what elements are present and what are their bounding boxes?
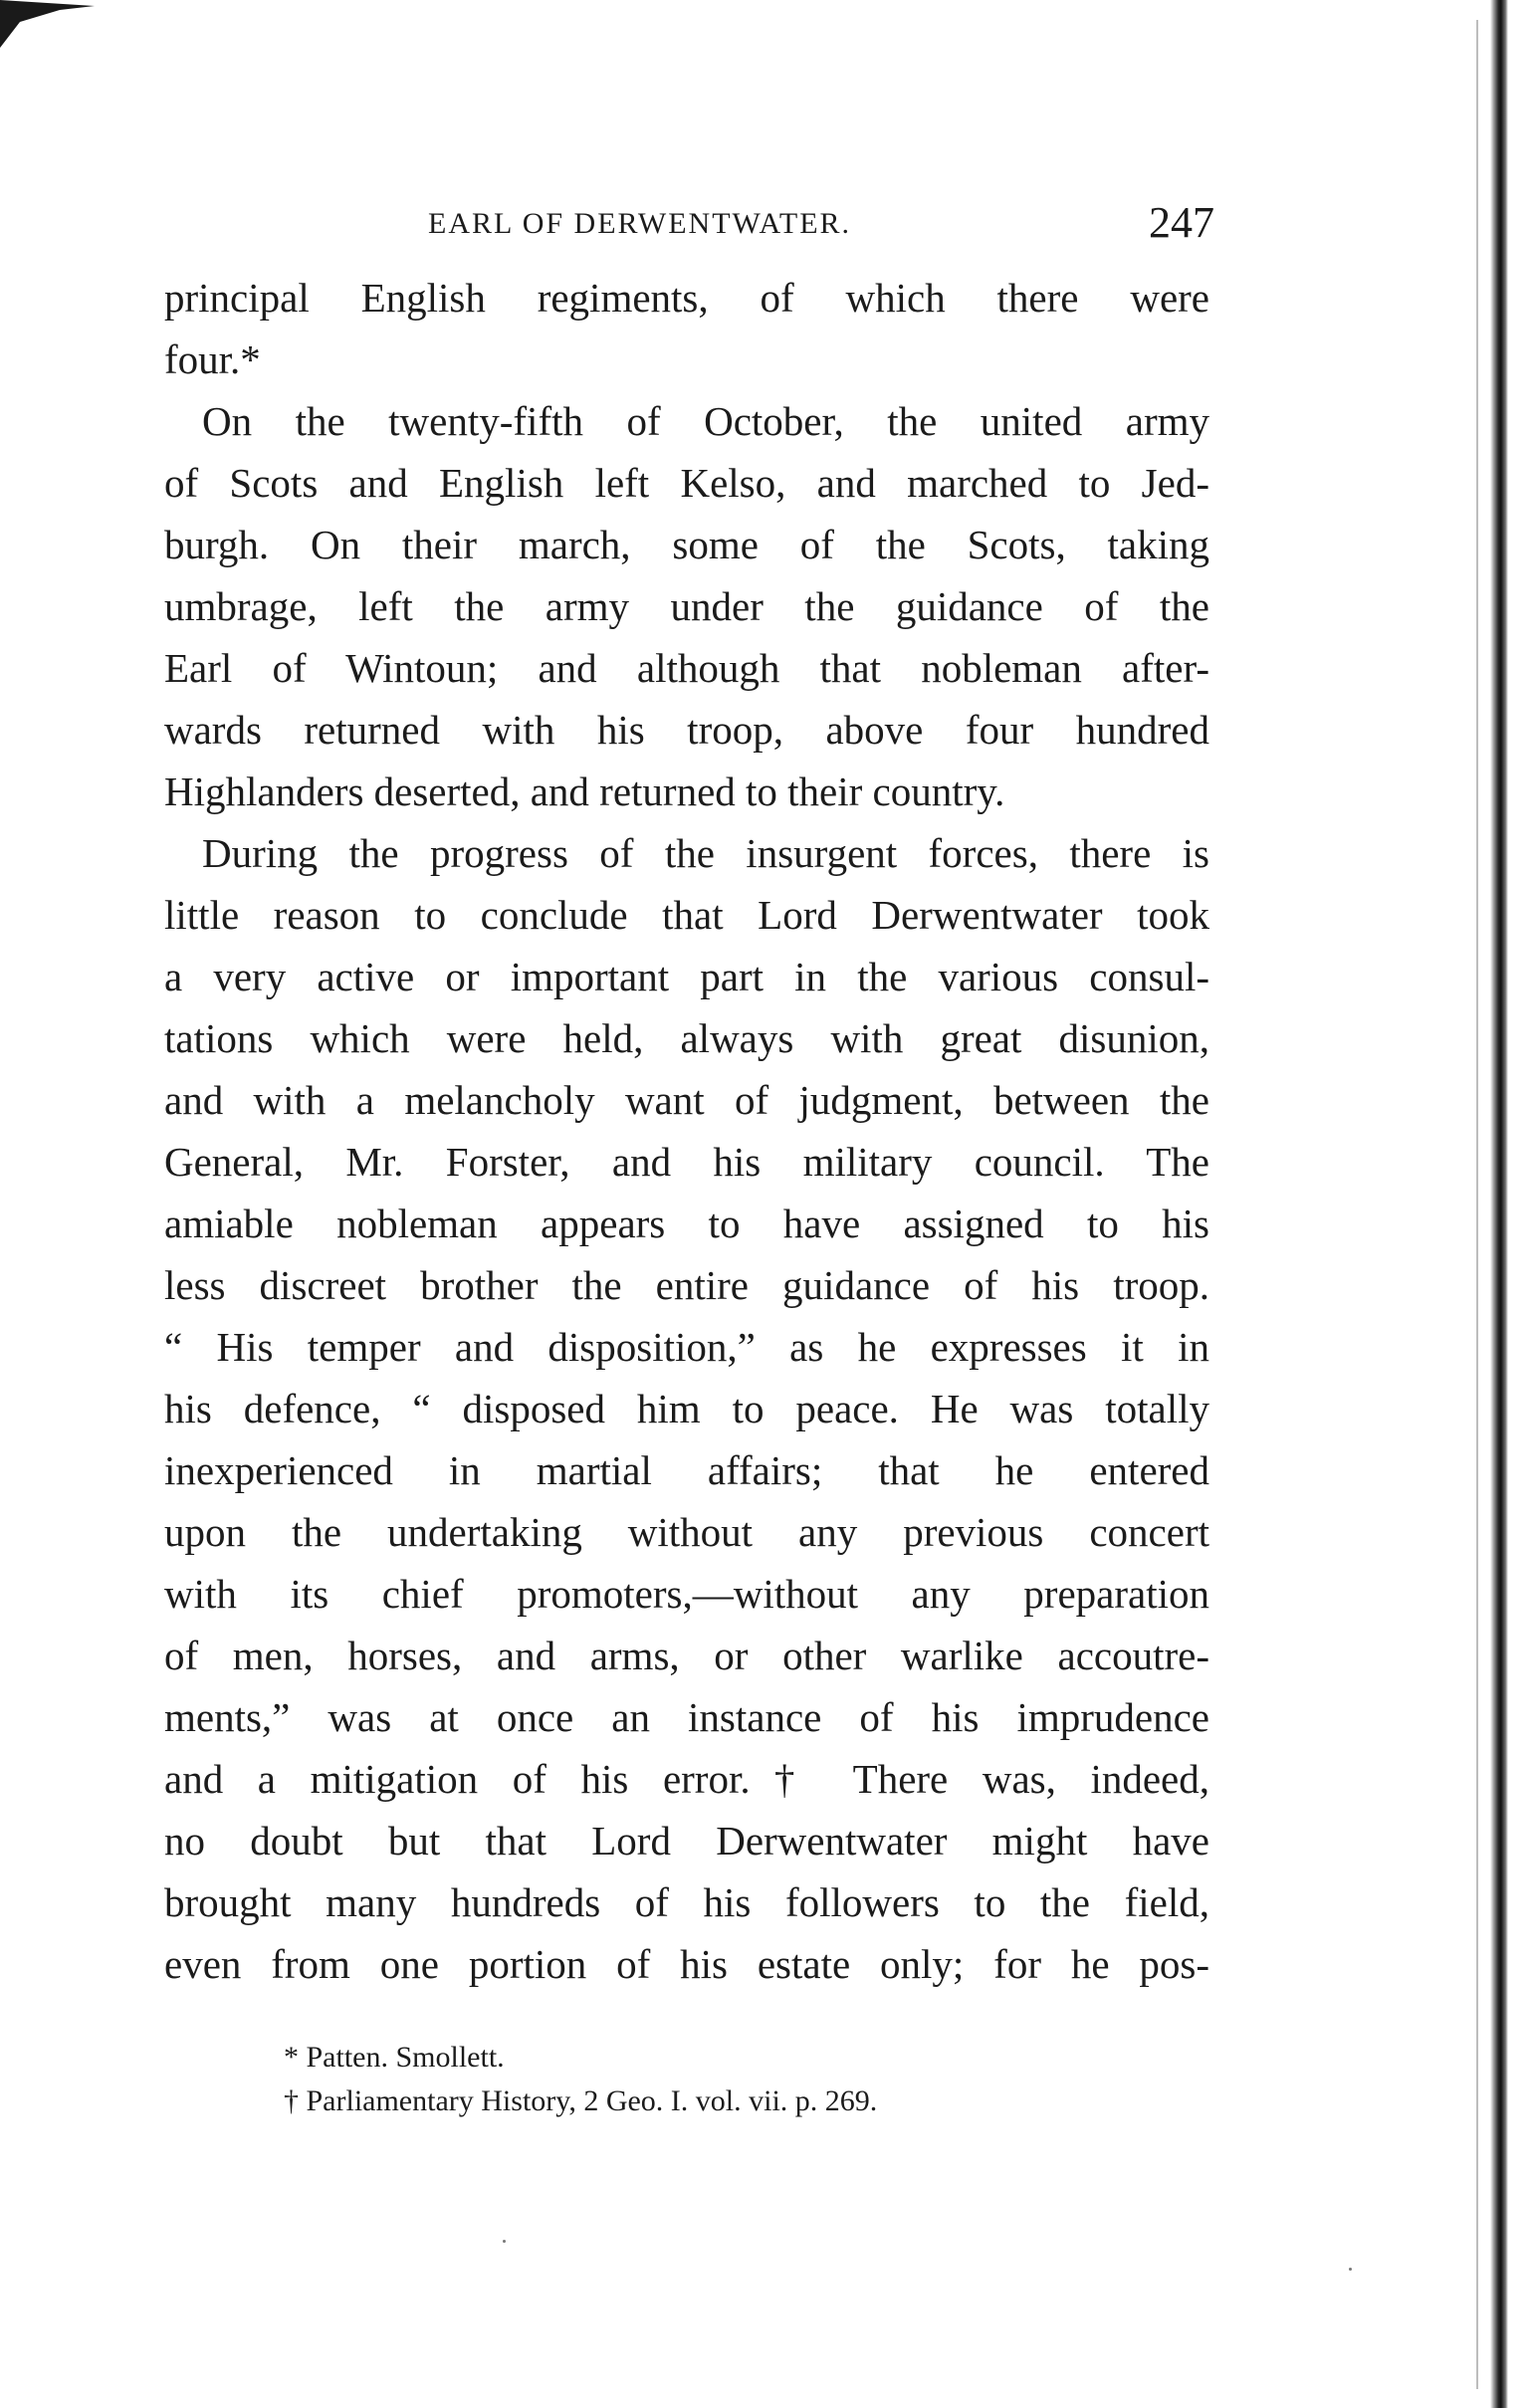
paragraph-3	[164, 822, 1209, 1995]
text-line: ments,” was at once an instance of his imprudence	[164, 1694, 1209, 1740]
text-line: wards returned with his troop, above four hundred	[164, 707, 1209, 753]
text-line: four.*	[164, 336, 261, 382]
text-line: and with a melancholy want of judgment, between the	[164, 1077, 1209, 1123]
footnote-1: * Patten. Smollett.	[284, 2041, 505, 2074]
text-line: On the twenty-fifth of October, the united army	[202, 398, 1209, 444]
text-line: and a mitigation of his error.† There was, indeed,	[164, 1756, 1209, 1802]
text-line: of men, horses, and arms, or other warlike accoutre-	[164, 1633, 1209, 1678]
text-line: a very active or important part in the various consul-	[164, 954, 1209, 999]
text-line: During the progress of the insurgent forces, there is	[202, 830, 1209, 876]
text-line: brought many hundreds of his followers to the field,	[164, 1879, 1209, 1925]
text-line: little reason to conclude that Lord Derwentwater took	[164, 892, 1209, 938]
text-line: even from one portion of his estate only; for he pos-	[164, 1941, 1209, 1987]
paragraph-1	[164, 267, 1209, 390]
text-line: umbrage, left the army under the guidance of the	[164, 583, 1209, 629]
text-line: of Scots and English left Kelso, and marched to Jed-	[164, 460, 1209, 506]
text-line: less discreet brother the entire guidance of his troop.	[164, 1262, 1209, 1308]
text-line: Highlanders deserted, and returned to their country.	[164, 768, 1005, 814]
text-line: inexperienced in martial affairs; that he entered	[164, 1447, 1209, 1493]
body-text	[164, 267, 1209, 1995]
page-number: 247	[1149, 198, 1214, 247]
footnote-2: † Parliamentary History, 2 Geo. I. vol. vii. p. 269.	[284, 2084, 878, 2117]
text-line: principal English regiments, of which there were	[164, 275, 1209, 321]
scan-speck	[1349, 2268, 1352, 2271]
running-title: EARL OF DERWENTWATER.	[428, 207, 852, 240]
text-line: no doubt but that Lord Derwentwater might have	[164, 1818, 1209, 1863]
text-line: burgh. On their march, some of the Scots, taking	[164, 522, 1209, 567]
footnotes	[284, 2036, 1180, 2123]
scan-speck	[503, 2240, 506, 2243]
text-line: “ His temper and disposition,” as he expresses it in	[164, 1324, 1209, 1370]
page-edge-line	[1476, 20, 1478, 2389]
text-line: General, Mr. Forster, and his military council. The	[164, 1139, 1209, 1185]
paragraph-2	[164, 390, 1209, 822]
page-header	[428, 197, 1214, 247]
text-line: amiable nobleman appears to have assigned to his	[164, 1201, 1209, 1246]
text-line: upon the undertaking without any previous concert	[164, 1509, 1209, 1555]
scan-corner-mark	[0, 0, 95, 48]
book-spine-shadow	[1490, 0, 1508, 2408]
text-line: his defence, “ disposed him to peace. He was totally	[164, 1386, 1209, 1431]
text-line: tations which were held, always with great disunion,	[164, 1015, 1209, 1061]
text-line: with its chief promoters,—without any preparation	[164, 1571, 1209, 1617]
text-line: Earl of Wintoun; and although that nobleman after-	[164, 645, 1209, 691]
